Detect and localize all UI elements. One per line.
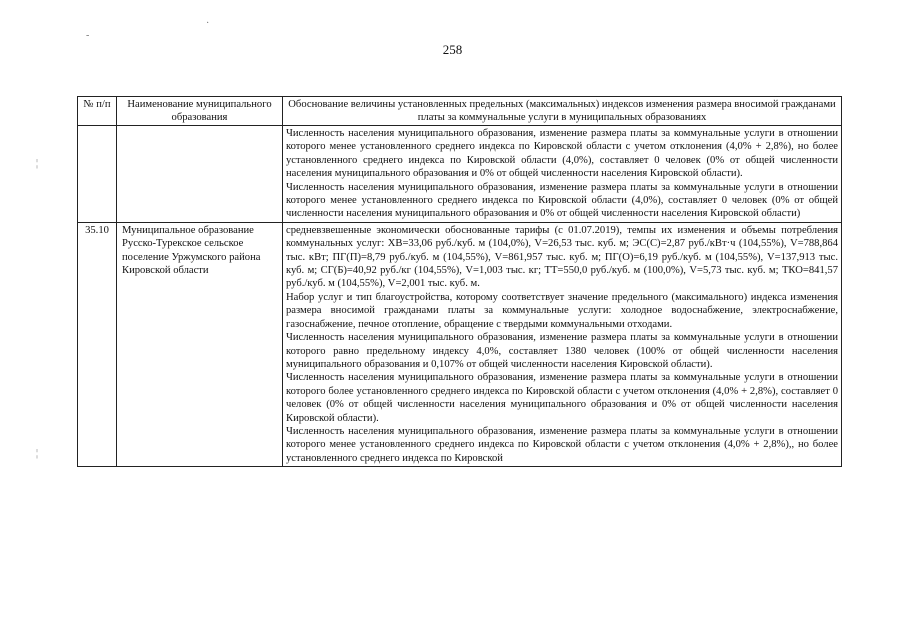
municipality-name [117, 126, 283, 223]
justification-paragraph: Набор услуг и тип благоустройства, которому соответствует значение предельного (максимального) индекса изменения размера вносимой гражданами платы за коммунальные услуги: холодное водоснабжение, электроснабжение, газоснабжение, печное отопление, обращение с твердыми коммунальными отходами. [286, 291, 838, 330]
justification-paragraph: Численность населения муниципального образования, изменение размера платы за коммунальные услуги в отношении которого менее установленного среднего индекса по Кировской области (4,0%), составляет 0 человек (0% от общей численности населения муниципального образования и 0% от общей численности населения Кировской области) [286, 181, 838, 220]
justification-paragraph: Численность населения муниципального образования, изменение размера платы за коммунальные услуги в отношении которого менее установленного среднего индекса по Кировской области с учетом отклонения (4,0% + 2,8%), но более установленного среднего индекса по Кировской области (4,0%), составляет 0 человек (0% от общей численности населения муниципального образования и 0% от общей численности населения Кировской области). [286, 128, 838, 180]
justification-paragraph: Численность населения муниципального образования, изменение размера платы за коммунальные услуги в отношении которого менее установленного среднего индекса по Кировской области с учетом отклонения (4,0% + 2,8%),, но более установленного среднего индекса по Кировской [286, 425, 838, 464]
page-number: 258 [442, 42, 463, 57]
scan-mark-top: · [206, 18, 210, 29]
justification-paragraph: Численность населения муниципального образования, изменение размера платы за коммунальные услуги в отношении которого равно предельному индексу 4,0%, составляет 1380 человек (100% от общей численности населения муниципального образования и 0,107% от общей численности населения Кировской области). [286, 332, 838, 370]
justification-cell [283, 222, 842, 466]
scan-mark-top-left: - [86, 30, 90, 41]
table-header-row [78, 97, 842, 126]
row-number [78, 126, 117, 223]
justification-cell [283, 126, 842, 223]
tariff-justification-table [77, 96, 842, 467]
header-municipality-name: Наименование муниципального образования [117, 97, 283, 126]
justification-paragraph: Численность населения муниципального образования, изменение размера платы за коммунальные услуги в отношении которого более установленного среднего индекса по Кировской области с учетом отклонения (4,0% + 2,8%), составляет 0 человек (0% от общей численности населения муниципального образования и 0% от общей численности населения Кировской области). [286, 372, 838, 424]
header-number: № п/п [78, 97, 117, 126]
row-number: 35.10 [78, 222, 117, 466]
municipality-name: Муниципальное образование Русско-Турекское сельское поселение Уржумского района Кировской области [117, 222, 283, 466]
justification-paragraph: средневзвешенные экономически обоснованные тарифы (с 01.07.2019), темпы их изменения и объемы потребления коммунальных услуг: ХВ=33,06 руб./куб. м (104,0%), V=26,53 тыс. куб. м; ЭС(С)=2,87 руб./кВт·ч (104,55%), V=788,864 тыс. кВт; ПГ(П)=8,79 руб./куб. м (104,55%), V=861,957 тыс. куб. м; ПГ(О)=6,19 руб./куб. м (104,55%), V=137,913 тыс. куб. м; СГ(Б)=40,92 руб./кг (104,55%), V=1,003 тыс. кг; ТТ=550,0 руб./куб. м (100,0%), V=5,73 тыс. куб. м; ТКО=841,57 руб./куб. м (104,55%), V=2,001 тыс. куб. м. [286, 224, 838, 290]
scan-mark-left-1: ¦ [36, 158, 39, 169]
table-row [78, 126, 842, 223]
table-row [78, 222, 842, 466]
header-justification: Обоснование величины установленных предельных (максимальных) индексов изменения размера вносимой гражданами платы за коммунальные услуги в муниципальных образованиях [283, 97, 842, 126]
scan-mark-left-2: ¦ [36, 448, 39, 459]
